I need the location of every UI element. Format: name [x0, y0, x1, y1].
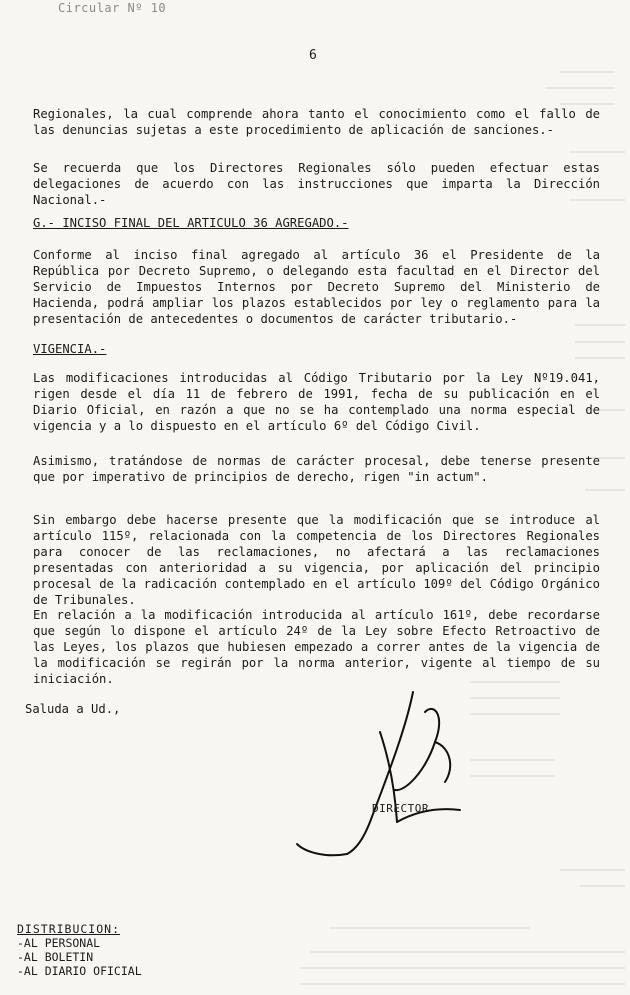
distribution-item: -AL PERSONAL — [17, 936, 101, 950]
section-g-heading: G.- INCISO FINAL DEL ARTICULO 36 AGREGADO.- — [33, 216, 349, 230]
vigencia-heading: VIGENCIA.- — [33, 342, 107, 356]
distribution-item: -AL BOLETIN — [17, 950, 94, 964]
vigencia-paragraph-3: Sin embargo debe hacerse presente que la modificación que se introduce al artículo 115º, relacionada con la competencia de los Directores Regionales para conocer de las reclamaciones, no afectará a las reclamaciones presentadas con anterioridad a su vigencia, por aplicación del principio procesal de la radicación contemplado en el artículo 109º del Código Orgánico de Tribunales. — [33, 513, 600, 607]
closing-salutation: Saluda a Ud., — [25, 702, 121, 716]
section-g-body: Conforme al inciso final agregado al artículo 36 el Presidente de la República por Decreto Supremo, o delegando esta facultad en el Director del Servicio de Impuestos Internos por Decreto Supremo del Ministerio de Hacienda, podrá ampliar los plazos establecidos por ley o reglamento para la presentación de antecedentes o documentos de carácter tributario.- — [33, 248, 600, 326]
vigencia-paragraph-2: Asimismo, tratándose de normas de carácter procesal, debe tenerse presente que por imperativo de principios de derecho, rigen "in actum". — [33, 454, 600, 484]
page-number: 6 — [309, 48, 317, 63]
paragraph-delegaciones: Se recuerda que los Directores Regionales sólo pueden efectuar estas delegaciones de acuerdo con las instrucciones que imparta la Dirección Nacional.- — [33, 161, 600, 207]
handwritten-signature — [285, 672, 485, 862]
vigencia-paragraph-4: En relación a la modificación introducida al artículo 161º, debe recordarse que según lo dispone el artículo 24º de la Ley sobre Efecto Retroactivo de las Leyes, los plazos que hubiesen empezado a correr antes de la vigencia de la modificación se regirán por la norma anterior, vigente al tiempo de su iniciación. — [33, 608, 600, 686]
distribution-item: -AL DIARIO OFICIAL — [17, 964, 142, 978]
distribution-list — [17, 922, 142, 978]
distribution-title: DISTRIBUCION: — [17, 922, 121, 936]
circular-number: Circular Nº 10 — [58, 1, 167, 15]
paragraph-regionales: Regionales, la cual comprende ahora tanto el conocimiento como el fallo de las denuncias sujetas a este procedimiento de aplicación de sanciones.- — [33, 107, 600, 137]
signature-title: DIRECTOR — [372, 802, 429, 815]
vigencia-paragraph-1: Las modificaciones introducidas al Código Tributario por la Ley Nº19.041, rigen desde el día 11 de febrero de 1991, fecha de su publicación en el Diario Oficial, en razón a que no se ha contemplado una norma especial de vigencia y a lo dispuesto en el artículo 6º del Código Civil. — [33, 371, 600, 433]
